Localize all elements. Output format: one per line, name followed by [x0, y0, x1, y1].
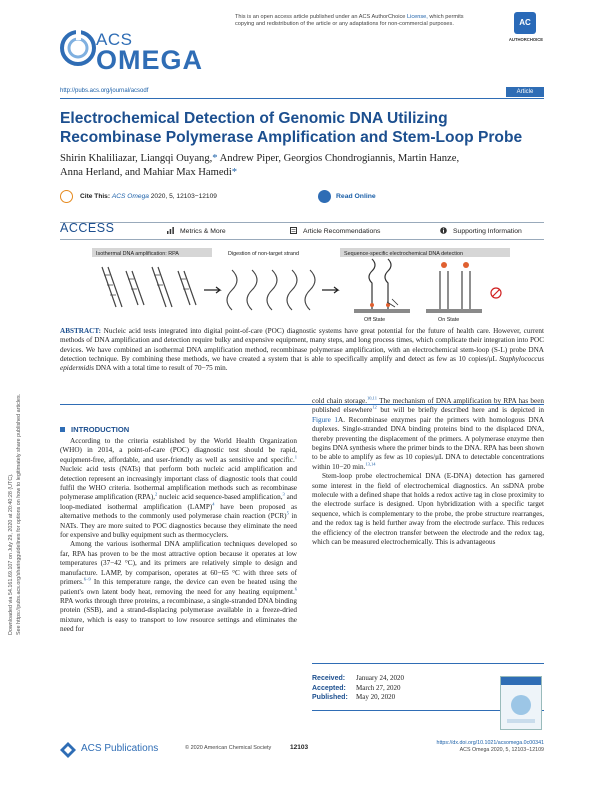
- citation-ref[interactable]: 5: [286, 510, 289, 516]
- authors-line1-b: Andrew Piper, Georgios Chondrogiannis, Martin Hanze,: [217, 153, 460, 164]
- toc-panel3-label: Sequence-specific electrochemical DNA detection: [344, 251, 463, 257]
- corresponding-star[interactable]: *: [231, 167, 238, 178]
- citation-ref[interactable]: 12: [372, 405, 377, 411]
- toc-panel1-label: Isothermal DNA amplification: RPA: [96, 251, 179, 257]
- cite-ref: 2020, 5, 12103−12109: [150, 193, 217, 200]
- citation-ref[interactable]: 3: [282, 492, 285, 498]
- article-type-badge: Article: [506, 87, 544, 97]
- footer-citation: ACS Omega 2020, 5, 12103−12109: [459, 747, 544, 753]
- citation-ref[interactable]: 6: [294, 586, 297, 592]
- journal-cover-thumbnail-icon[interactable]: [500, 676, 542, 730]
- header-divider: [60, 98, 544, 99]
- intro-paragraph-3: Stem-loop probe electrochemical DNA (E-DNA) detection has garnered some interest in the field of electrochemical diagnostics. An ssDNA probe molecule with a defined shape that holds a redox active tag in close proximity to the electrode surface is designed. Upon hybridization with a specific target sequence, which is complementary to the probe, the probe structure rearranges, and the redox tag is held further away from the electrode surface. This reduces the efficiency of the electron transfer between the electrode and the redox tag, which can be measured electrochemically. This is advantageous: [312, 472, 544, 547]
- abstract-species: Staphylococcus epidermidis: [60, 354, 544, 373]
- journal-omega-text: OMEGA: [96, 45, 204, 75]
- page-number: 12103: [290, 744, 309, 751]
- body-column-right: [312, 397, 544, 548]
- read-online-link[interactable]: Read Online: [336, 193, 376, 200]
- intro-paragraph-1: According to the criteria established by the World Health Organization (WHO) in 2014, a point-of-care (POC) diagnostic test should be rapid, equipment-free, affordable, and user-friendly as well as sensitive and specific.$^1$ Nucleic acid tests (NATs) that perform both nucleic acid amplification and detection represent an increasingly important class of diagnostic tools that could fulfil the WHO criteria. Isothermal amplification methods such as recombinase polymerase amplification (RPA),$^2$ nucleic acid sequence-based amplification,$^3$ and loop-mediated isothermal amplification (LAMP)$^4$ have been proposed as alternative methods to the commonly used polymerase chain reaction (PCR)$^5$ in NATs. They are more suited to POC diagnostics because they eliminate the need for expensive and bulky equipment such as thermocyclers.: [60, 437, 298, 540]
- accepted-date: March 27, 2020: [356, 683, 401, 692]
- body-column-left: [60, 437, 297, 635]
- article-title: Electrochemical Detection of Genomic DNA Utilizing Recombinase Polymerase Amplification and Stem-Loop Probe: [60, 110, 523, 146]
- authorchoice-icon[interactable]: AC: [514, 12, 536, 34]
- abstract-text2: DNA with a total time to result of 70−75 min.: [93, 364, 228, 373]
- intro-heading[interactable]: [60, 425, 129, 434]
- side-note-line1: Downloaded via 54.161.69.107 on July 29, 2020 at 20:40:28 (UTC).: [8, 473, 14, 635]
- citation-ref[interactable]: 2: [155, 492, 158, 498]
- abstract-text1: Nucleic acid tests integrated into digital point-of-care (POC) diagnostic systems have great potential for the future of health care. However, current methods of DNA amplification and detection require bulky and expensive equipment, many steps, and long process times, which complicate their integration into POC devices. We have combined an isothermal DNA amplification method, recombinase polymerase amplification, with an electrochemical stem-loop (S-L) probe DNA detection technique. By combining these methods, we have created a system that is able to specifically amplify and detect as few as 10 copies/μL: [60, 327, 544, 363]
- metrics-icon: [167, 227, 174, 234]
- open-access-notice: [235, 14, 500, 28]
- received-date: January 24, 2020: [356, 674, 405, 682]
- supporting-information-link[interactable]: [440, 227, 522, 235]
- arrow-icon: [204, 287, 220, 293]
- cite-icon[interactable]: [60, 190, 73, 203]
- citation-ref[interactable]: 10,11: [367, 395, 378, 401]
- journal-acs-text: ACS: [96, 30, 133, 49]
- published-label: Published:: [312, 694, 348, 702]
- recommendations-label: Article Recommendations: [303, 228, 381, 235]
- access-label: ACCESS: [60, 221, 115, 235]
- digestion-strands-icon: [227, 270, 315, 310]
- cite-label: Cite This:: [80, 193, 111, 200]
- no-signal-icon: [491, 288, 501, 298]
- citation-ref[interactable]: 1: [294, 454, 297, 460]
- download-side-note: [8, 245, 24, 635]
- intro-heading-text: INTRODUCTION: [71, 425, 130, 434]
- intro-paragraph-2-cont: cold chain storage.$^{10,11}$ The mechanism of DNA amplification by RPA has been published elsewhere$^{12}$ but will be briefly described here and is depicted in Figure 1A. Recombinase enzymes pair the primers with homologous DNA duplexes. Single-stranded DNA binding proteins bind to the displaced DNA, thereby preventing the displacement of the primers. A polymerase enzyme then begins DNA synthesis where the primer binds to the DNA. RPA has been shown to be able to amplify as few as 10 copies/μL DNA to detectable concentrations within 10−20 min.$^{13,14}$: [312, 395, 545, 471]
- journal-url[interactable]: http://pubs.acs.org/journal/acsodf: [60, 88, 149, 94]
- arrow-icon: [322, 287, 338, 293]
- metrics-more-link[interactable]: [167, 227, 226, 235]
- on-state-label: On State: [438, 317, 460, 323]
- authorchoice-label: AUTHORCHOICE: [508, 37, 544, 42]
- read-online-icon[interactable]: [318, 190, 331, 203]
- figure-1-link[interactable]: Figure 1: [312, 415, 339, 424]
- acs-omega-logo-icon: [58, 28, 98, 68]
- metrics-label: Metrics & More: [180, 228, 226, 235]
- open-access-text: This is an open access article published under an ACS AuthorChoice: [235, 14, 406, 20]
- article-recommendations-link[interactable]: [290, 227, 380, 235]
- license-link[interactable]: License,: [406, 14, 428, 20]
- toc-panel2-label: Digestion of non-target strand: [228, 251, 300, 257]
- acs-publications-text[interactable]: ACS Publications: [81, 743, 159, 754]
- open-access-text-2: copying and redistribution of the article or any adaptations for non-commercial purposes.: [235, 21, 454, 28]
- footer-doi: [416, 740, 544, 754]
- supporting-label: Supporting Information: [453, 228, 522, 235]
- intro-paragraph-2: Among the various isothermal DNA amplification techniques developed so far, RPA has proven to be the most attractive option because it operates at low temperatures (37−42 °C), and its primers are relatively simple to design and manufacture. LAMP, by comparison, operates at 60−65 °C with three sets of primers.$^{6-9}$ In this temperature range, the device can even be heated using the patient's own latent body heat, removing the need for any heating equipment.$^6$ RPA works through three proteins, a recombinase, a single-stranded DNA binding protein (SSB), and a strand-displacing polymerase available in a freeze-dried mixture, which is easy to transport to low resource settings and eliminates the need for: [60, 540, 297, 634]
- author-list: [60, 152, 545, 180]
- accepted-label: Accepted:: [312, 684, 346, 692]
- info-icon: [440, 227, 447, 234]
- section-square-icon: [60, 427, 65, 432]
- off-state-label: Off State: [364, 317, 386, 323]
- published-date: May 20, 2020: [356, 693, 396, 702]
- corresponding-star[interactable]: *: [212, 153, 218, 164]
- received-label: Received:: [312, 675, 346, 682]
- copyright: © 2020 American Chemical Society: [185, 745, 272, 751]
- doi-link[interactable]: https://dx.doi.org/10.1021/acsomega.0c00341: [436, 740, 544, 746]
- off-state-probe-icon: [354, 259, 410, 313]
- abstract: [60, 327, 544, 373]
- on-state-probe-icon: [426, 262, 482, 313]
- document-icon: [290, 227, 297, 234]
- cite-journal[interactable]: ACS Omega: [111, 193, 149, 200]
- citation-ref[interactable]: 6−9: [83, 576, 91, 582]
- acs-publications-logo-icon: [60, 742, 76, 758]
- citation-ref[interactable]: 13,14: [365, 461, 376, 467]
- citation-ref[interactable]: 4: [212, 501, 215, 507]
- rpa-dna-strands-icon: [102, 267, 196, 307]
- open-access-text-tail: which permits: [429, 14, 464, 20]
- authors-line1: Shirin Khaliliazar, Liangqi Ouyang,: [60, 153, 213, 164]
- side-note-line2[interactable]: See https://pubs.acs.org/sharingguidelines for options on how to legitimately share published articles.: [15, 393, 22, 635]
- abstract-lead: ABSTRACT:: [60, 327, 102, 335]
- toc-graphic: [92, 245, 513, 323]
- cite-this: [80, 193, 217, 200]
- authors-line2: Anna Herland, and Mahiar Max Hamedi: [60, 167, 232, 178]
